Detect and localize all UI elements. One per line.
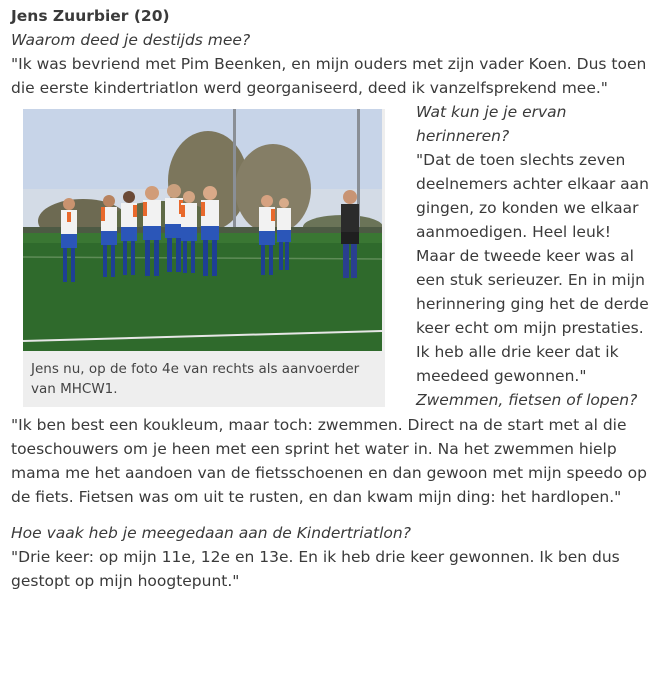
question-1: Waarom deed je destijds mee? — [11, 31, 251, 49]
question-4: Hoe vaak heb je meegedaan aan de Kindertriatlon? — [11, 524, 411, 542]
question-3: Zwemmen, fietsen of lopen? — [416, 391, 638, 409]
interviewee-name: Jens Zuurbier (20) — [11, 7, 170, 25]
team-photo — [23, 109, 382, 351]
answer-1: "Ik was bevriend met Pim Beenken, en mijn ouders met zijn vader Koen. Dus toen die eerste kindertriatlon werd georganiseerd, deed ik vanzelfsprekend mee." — [11, 55, 647, 97]
answer-3: "Ik ben best een koukleum, maar toch: zwemmen. Direct na de start met al die toeschouwers om je heen met een sprint het water in. Na het zwemmen hielp mama me het aandoen van de fietsschoenen en dan gewoon met mijn speedo op de fiets. Fietsen was om uit te rusten, en dan kwam mijn ding: het hardlopen." — [11, 416, 648, 506]
photo-figure — [23, 109, 385, 407]
answer-4: "Drie keer: op mijn 11e, 12e en 13e. En ik heb drie keer gewonnen. Ik ben dus gestopt op mijn hoogtepunt." — [11, 548, 620, 590]
answer-2: "Dat de toen slechts zeven deelnemers achter elkaar aan gingen, zo konden we elkaar aanmoedigen. Heel leuk! Maar de tweede keer was al een stuk serieuzer. En in mijn herinnering ging het de derde keer echt om mijn prestaties. Ik heb alle drie keer dat ik meedeed gewonnen." — [416, 151, 650, 385]
photo-caption: Jens nu, op de foto 4e van rechts als aanvoerder van MHCW1. — [31, 361, 360, 397]
question-2: Wat kun je je ervan herinneren? — [416, 103, 567, 145]
paragraph-gap — [11, 509, 651, 521]
article — [11, 4, 651, 593]
